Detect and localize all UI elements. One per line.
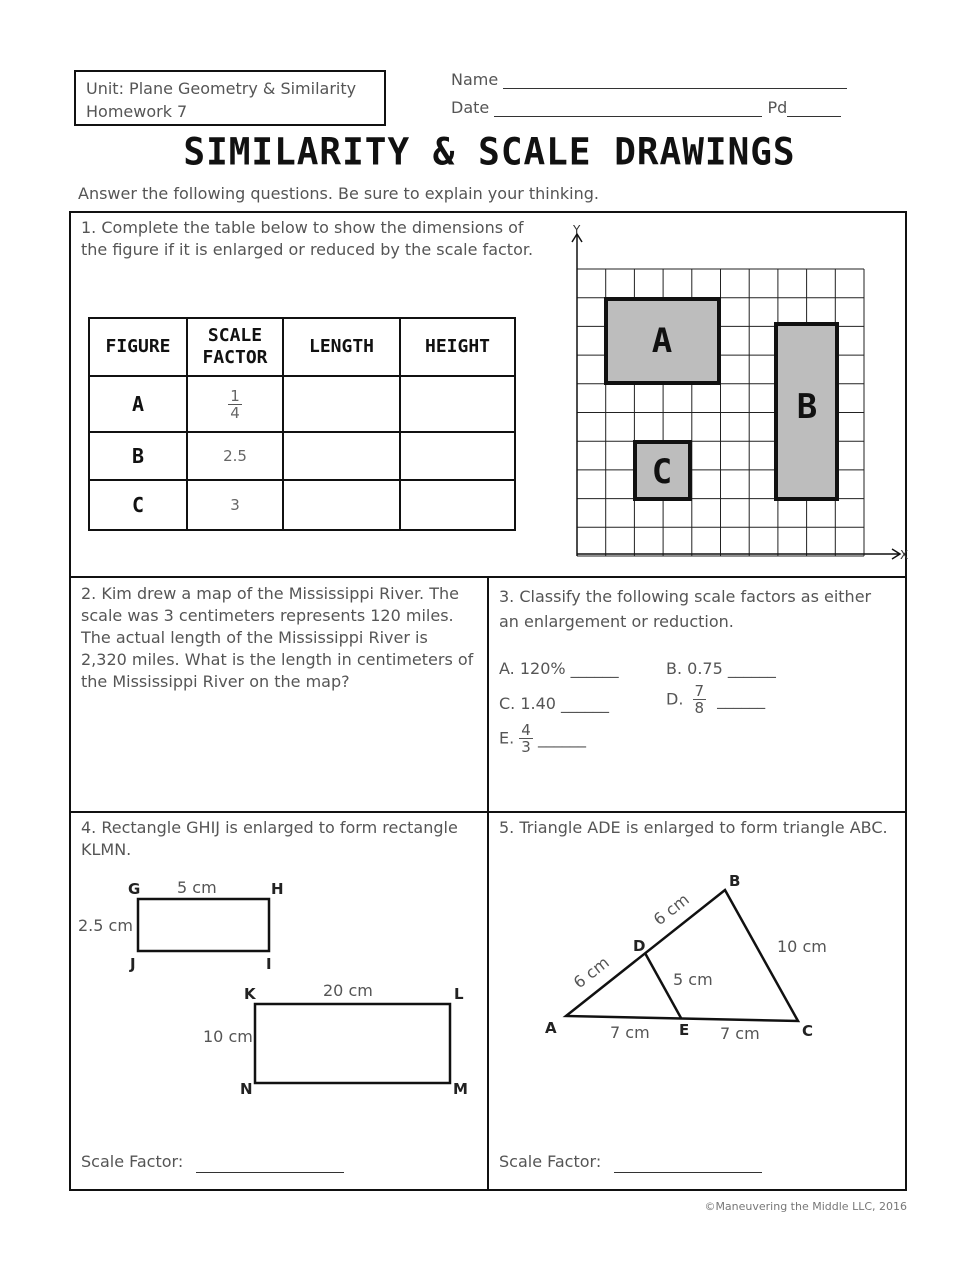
klmn-height: 10 cm bbox=[203, 1027, 253, 1046]
dimensions-table bbox=[88, 317, 516, 531]
pd-blank[interactable] bbox=[787, 98, 841, 117]
figure-a: A bbox=[89, 376, 187, 432]
rect-klmn bbox=[255, 1004, 450, 1083]
length-a-cell[interactable] bbox=[283, 376, 400, 432]
figure-c: C bbox=[89, 480, 187, 530]
name-blank[interactable] bbox=[503, 70, 847, 89]
vertex-n: N bbox=[240, 1080, 253, 1098]
q3-e-blank: ______ bbox=[537, 728, 586, 748]
q3-option-a: A. 120% ______ bbox=[499, 659, 619, 678]
table-row bbox=[89, 432, 515, 480]
q4-scale-blank[interactable] bbox=[196, 1154, 344, 1173]
q3-d-label: D. bbox=[666, 689, 684, 709]
q3-d-num: 7 bbox=[694, 682, 705, 700]
rect-c-label: C bbox=[651, 452, 673, 492]
q1-line1: 1. Complete the table below to show the dimensions of bbox=[81, 218, 524, 237]
date-label: Date bbox=[451, 98, 490, 117]
table-row bbox=[89, 376, 515, 432]
scale-a-den: 4 bbox=[230, 403, 240, 422]
vertex-e: E bbox=[679, 1021, 690, 1039]
q5-scale-factor bbox=[499, 1151, 762, 1173]
coordinate-grid bbox=[560, 223, 909, 564]
q3-e-num: 4 bbox=[521, 721, 531, 739]
figure-b: B bbox=[89, 432, 187, 480]
q1-text bbox=[81, 217, 533, 261]
copyright: ©Maneuvering the Middle LLC, 2016 bbox=[704, 1200, 907, 1213]
instructions: Answer the following questions. Be sure to explain your thinking. bbox=[78, 184, 599, 203]
vertex-c: C bbox=[802, 1022, 814, 1040]
rect-a-label: A bbox=[651, 321, 673, 361]
rectangles-diagram bbox=[70, 870, 485, 1110]
height-a-cell[interactable] bbox=[400, 376, 515, 432]
ghij-width: 5 cm bbox=[177, 878, 217, 897]
scale-factor-b: 2.5 bbox=[187, 432, 283, 480]
q3-text: 3. Classify the following scale factors as either an enlargement or reduction. bbox=[499, 587, 872, 631]
vertex-k: K bbox=[244, 985, 256, 1003]
unit-title: Unit: Plane Geometry & Similarity bbox=[86, 79, 357, 98]
q3-e-den: 3 bbox=[521, 738, 531, 756]
header-scale-factor: SCALE FACTOR bbox=[187, 318, 283, 376]
vertex-a: A bbox=[545, 1019, 557, 1037]
vertex-h: H bbox=[271, 880, 284, 898]
x-axis-label: X bbox=[900, 548, 909, 562]
q4-text: 4. Rectangle GHIJ is enlarged to form rectangle KLMN. bbox=[81, 818, 458, 859]
vertex-j: J bbox=[130, 955, 136, 973]
rect-ghij bbox=[138, 899, 269, 951]
vertex-g: G bbox=[128, 880, 141, 898]
vertex-b: B bbox=[729, 872, 741, 890]
vertex-d: D bbox=[633, 937, 646, 955]
pd-label: Pd bbox=[767, 98, 788, 117]
q5-text: 5. Triangle ADE is enlarged to form triangle ABC. bbox=[499, 818, 888, 837]
scale-a-num: 1 bbox=[230, 386, 240, 405]
length-ec: 7 cm bbox=[720, 1024, 760, 1043]
ghij-height: 2.5 cm bbox=[78, 916, 133, 935]
table-row bbox=[89, 480, 515, 530]
q3-d-blank: ______ bbox=[717, 689, 766, 709]
height-c-cell[interactable] bbox=[400, 480, 515, 530]
vertex-m: M bbox=[453, 1080, 468, 1098]
length-ae: 7 cm bbox=[610, 1023, 650, 1042]
triangle-diagram bbox=[489, 865, 905, 1085]
q3-e-label: E. bbox=[499, 728, 515, 748]
q2-text: 2. Kim drew a map of the Mississippi River. The scale was 3 centimeters represents 120 miles. The actual length of the Mississippi River is 2,320 miles. What is the length in centimeters of the Mississippi River on the map? bbox=[81, 584, 474, 691]
q4-scale-label: Scale Factor: bbox=[81, 1152, 184, 1171]
vertex-i: I bbox=[266, 955, 272, 973]
q3-d-den: 8 bbox=[694, 699, 705, 717]
unit-box bbox=[74, 70, 386, 126]
q3-option-c: C. 1.40 ______ bbox=[499, 694, 610, 713]
q3-option-e bbox=[499, 722, 586, 755]
vertex-l: L bbox=[454, 985, 464, 1003]
q5-scale-label: Scale Factor: bbox=[499, 1152, 602, 1171]
header-figure: FIGURE bbox=[89, 318, 187, 376]
height-b-cell[interactable] bbox=[400, 432, 515, 480]
length-bc: 10 cm bbox=[777, 937, 827, 956]
q5-scale-blank[interactable] bbox=[614, 1154, 762, 1173]
scale-factor-a bbox=[187, 376, 283, 432]
length-b-cell[interactable] bbox=[283, 432, 400, 480]
q1-line2: the figure if it is enlarged or reduced by the scale factor. bbox=[81, 240, 534, 259]
name-label: Name bbox=[451, 70, 499, 89]
homework-number: Homework 7 bbox=[86, 102, 188, 121]
header-height: HEIGHT bbox=[400, 318, 515, 376]
header-length: LENGTH bbox=[283, 318, 400, 376]
length-db: 6 cm bbox=[649, 889, 693, 930]
klmn-width: 20 cm bbox=[323, 981, 373, 1000]
scale-factor-c: 3 bbox=[187, 480, 283, 530]
rect-b-label: B bbox=[796, 387, 818, 427]
q4-scale-factor bbox=[81, 1151, 344, 1173]
name-field[interactable] bbox=[451, 70, 847, 89]
date-blank[interactable] bbox=[494, 98, 762, 117]
length-c-cell[interactable] bbox=[283, 480, 400, 530]
y-axis-label: Y bbox=[573, 223, 581, 237]
length-ad: 6 cm bbox=[569, 952, 613, 993]
q3-option-b: B. 0.75 ______ bbox=[666, 659, 776, 678]
q3-option-d bbox=[666, 683, 765, 716]
page-title: SIMILARITY & SCALE DRAWINGS bbox=[183, 130, 796, 175]
date-field[interactable] bbox=[451, 98, 841, 117]
length-de: 5 cm bbox=[673, 970, 713, 989]
